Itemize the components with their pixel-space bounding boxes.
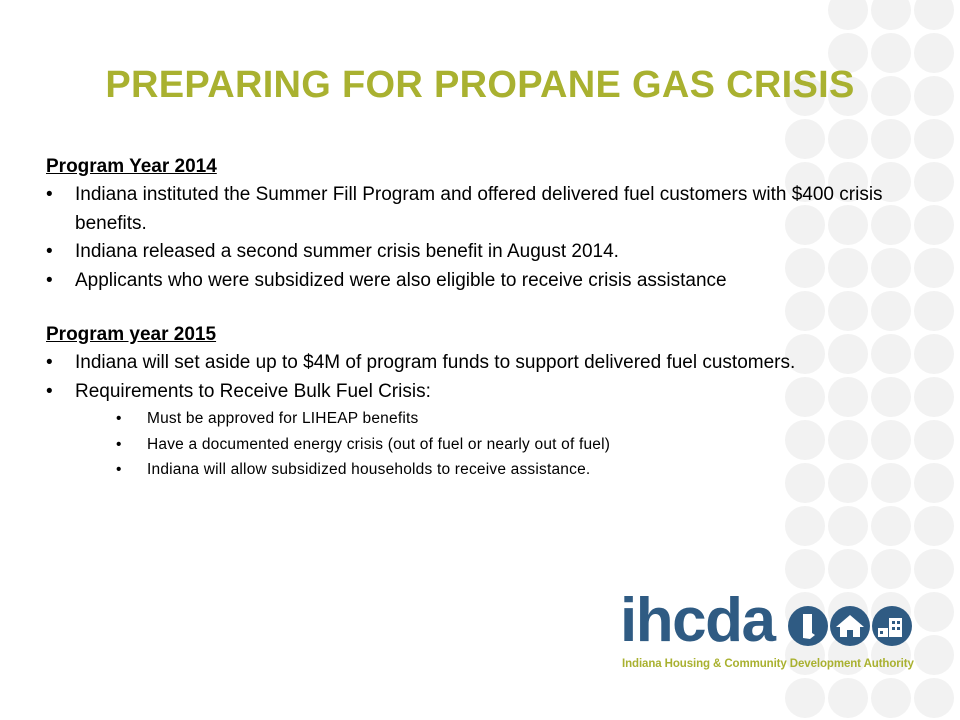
- bullet-glyph: •: [46, 184, 53, 205]
- slide-content: [46, 152, 906, 483]
- logo-wordmark: ihcda: [620, 586, 775, 655]
- dot-decoration: [871, 678, 911, 718]
- bullet-item: [46, 378, 906, 407]
- dot-decoration: [914, 506, 954, 546]
- bullet-text: Requirements to Receive Bulk Fuel Crisis:: [75, 380, 431, 402]
- house-icon: [830, 606, 870, 646]
- dot-decoration: [914, 420, 954, 460]
- bullet-text: Applicants who were subsidized were also eligible to receive crisis assistance: [75, 269, 727, 291]
- bullet-glyph: •: [46, 380, 53, 402]
- logo-tagline: Indiana Housing & Community Development Authority: [622, 658, 914, 670]
- section-heading-2015: Program year 2015: [46, 324, 217, 345]
- dot-decoration: [914, 119, 954, 159]
- bullet-glyph: •: [46, 352, 53, 373]
- dot-decoration: [785, 506, 825, 546]
- sub-bullet-text: Indiana will allow subsidized households to receive assistance.: [147, 461, 591, 478]
- dot-decoration: [914, 162, 954, 202]
- buildings-icon: [872, 606, 912, 646]
- bullet-glyph: •: [46, 241, 53, 262]
- dot-decoration: [914, 592, 954, 632]
- dot-decoration: [914, 334, 954, 374]
- dot-decoration: [871, 0, 911, 30]
- dot-decoration: [871, 549, 911, 589]
- bullet-item: [46, 181, 906, 238]
- bullet-glyph: •: [116, 461, 122, 478]
- dot-decoration: [914, 549, 954, 589]
- bullet-item: [46, 349, 906, 378]
- section-spacer: [46, 295, 906, 320]
- sub-bullet-text: Have a documented energy crisis (out of fuel or nearly out of fuel): [147, 435, 611, 453]
- bullet-text: Indiana will set aside up to $4M of program funds to support delivered fuel customers.: [75, 352, 796, 373]
- dot-decoration: [828, 0, 868, 30]
- dot-decoration: [914, 205, 954, 245]
- dot-decoration: [785, 549, 825, 589]
- bullet-item: [46, 267, 906, 296]
- dot-decoration: [828, 506, 868, 546]
- dot-decoration: [914, 463, 954, 503]
- bullet-text: Indiana instituted the Summer Fill Program and offered delivered fuel customers with $400 crisis benefits.: [75, 184, 883, 234]
- indiana-state-icon: [788, 606, 828, 646]
- dot-decoration: [914, 0, 954, 30]
- dot-decoration: [871, 506, 911, 546]
- bullet-glyph: •: [116, 410, 122, 427]
- sub-bullet-text: Must be approved for LIHEAP benefits: [147, 410, 419, 427]
- logo-icons: [788, 604, 913, 648]
- bullet-text: Indiana released a second summer crisis benefit in August 2014.: [75, 241, 619, 262]
- section-heading-2014: Program Year 2014: [46, 156, 217, 177]
- bullet-item: [46, 238, 906, 267]
- dot-decoration: [828, 678, 868, 718]
- dot-decoration: [785, 678, 825, 718]
- dot-decoration: [914, 635, 954, 675]
- sub-bullet-item: [46, 457, 906, 483]
- dot-decoration: [914, 678, 954, 718]
- dot-decoration: [914, 248, 954, 288]
- dot-decoration: [828, 549, 868, 589]
- sub-bullet-item: [46, 406, 906, 432]
- bullet-glyph: •: [116, 435, 122, 453]
- slide-title: PREPARING FOR PROPANE GAS CRISIS: [105, 64, 855, 106]
- bullet-glyph: •: [46, 269, 53, 291]
- dot-decoration: [914, 377, 954, 417]
- ihcda-logo: [620, 586, 920, 680]
- sub-bullet-item: [46, 432, 906, 458]
- dot-decoration: [914, 291, 954, 331]
